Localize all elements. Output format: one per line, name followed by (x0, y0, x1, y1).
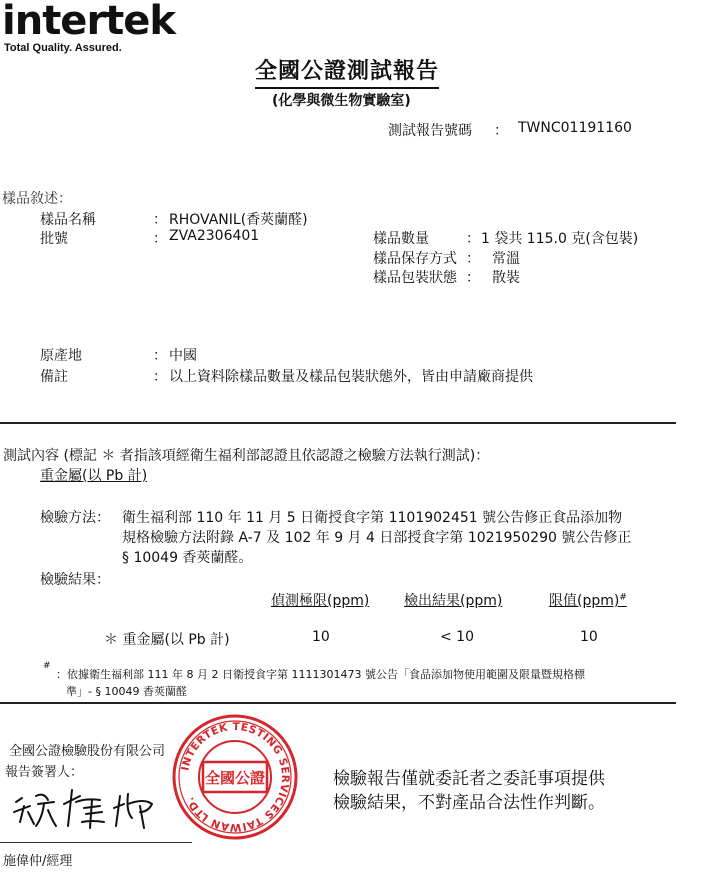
package-value: 散裝 (492, 270, 520, 286)
report-title: 全國公證測試報告 (255, 54, 439, 89)
method-line-2: 規格檢驗方法附錄 A-7 及 102 年 9 月 4 日部授食字第 1021950290 號公告修正 (122, 530, 632, 546)
result-label: 檢驗結果： (40, 572, 110, 588)
footnote-line-2: 準」- § 10049 香莢蘭醛 (66, 685, 187, 698)
report-number-label: 測試報告號碼 (388, 123, 472, 139)
result-row-limit: 10 (580, 629, 598, 645)
sample-name-value: RHOVANIL(香莢蘭醛) (169, 212, 308, 228)
storage-value: 常溫 (492, 251, 520, 267)
test-intro: 測試內容 (標記 ＊ 者指該項經衛生福利部認證且依認證之檢驗方法執行測試)： (3, 448, 490, 464)
seal-center-text: 全國公證 (204, 769, 266, 787)
result-row-item: ＊ 重金屬(以 Pb 計) (104, 632, 230, 648)
official-seal (171, 713, 299, 841)
section-divider-1 (0, 422, 676, 424)
quantity-value: 1 袋共 115.0 克(含包裝) (481, 231, 639, 247)
report-number-value: TWNC01191160 (518, 120, 632, 136)
method-label: 檢驗方法： (40, 510, 110, 526)
logo-tagline: Total Quality. Assured. (4, 42, 122, 54)
disclaimer-line-2: 檢驗結果，不對產品合法性作判斷。 (333, 793, 605, 813)
section-divider-2 (0, 702, 676, 704)
signer-name: 施偉仲/經理 (3, 854, 73, 869)
disclaimer-line-1: 檢驗報告僅就委託者之委託事項提供 (333, 769, 605, 789)
result-row-lod: 10 (312, 629, 330, 645)
sample-section-label: 樣品敘述： (2, 191, 72, 207)
column-header-limit-text: 限值(ppm) (549, 593, 620, 609)
quantity-colon: ： (466, 231, 480, 247)
report-subtitle: (化學與微生物實驗室) (272, 93, 411, 109)
signer-label: 報告簽署人： (5, 765, 84, 780)
column-header-limit (549, 590, 627, 610)
footnote-line-1: ：依據衛生福利部 111 年 8 月 2 日衛授食字第 1111301473 號公告「食品添加物使用範圍及限量暨規格標 (56, 668, 585, 681)
method-line-3: § 10049 香莢蘭醛。 (122, 550, 253, 566)
origin-label: 原產地 (40, 348, 82, 364)
signature-underline (0, 842, 192, 843)
report-number-colon: ： (494, 123, 508, 139)
package-label: 樣品包裝狀態 (373, 270, 457, 286)
intertek-logo: intertek (2, 0, 176, 44)
origin-colon: ： (153, 348, 167, 364)
test-item-heading: 重金屬(以 Pb 計) (40, 468, 148, 484)
batch-label: 批號 (40, 231, 68, 247)
quantity-label: 樣品數量 (373, 231, 429, 247)
method-line-1: 衛生福利部 110 年 11 月 5 日衛授食字第 1101902451 號公告修正食品添加物 (122, 510, 623, 526)
package-colon: ： (466, 270, 480, 286)
storage-label: 樣品保存方式 (373, 251, 457, 267)
remark-label: 備註 (40, 369, 68, 385)
remark-colon: ： (153, 369, 167, 385)
handwritten-signature (8, 782, 173, 842)
column-header-result: 檢出結果(ppm) (404, 593, 503, 609)
origin-value: 中國 (169, 348, 197, 364)
storage-colon: ： (466, 251, 480, 267)
sample-name-colon: ： (153, 212, 167, 228)
remark-value: 以上資料除樣品數量及樣品包裝狀態外，皆由申請廠商提供 (169, 369, 533, 385)
column-header-limit-sup: # (619, 592, 627, 603)
company-name: 全國公證檢驗股份有限公司 (9, 744, 166, 759)
result-row-result: < 10 (440, 629, 474, 645)
column-header-lod: 偵測極限(ppm) (271, 593, 370, 609)
footnote-mark: # (43, 661, 51, 671)
batch-colon: ： (153, 231, 167, 247)
sample-name-label: 樣品名稱 (40, 212, 96, 228)
batch-value: ZVA2306401 (169, 228, 260, 244)
seal-ring-text: INTERTEK TESTING SERVICES TAIWAN LTD. (179, 720, 292, 834)
